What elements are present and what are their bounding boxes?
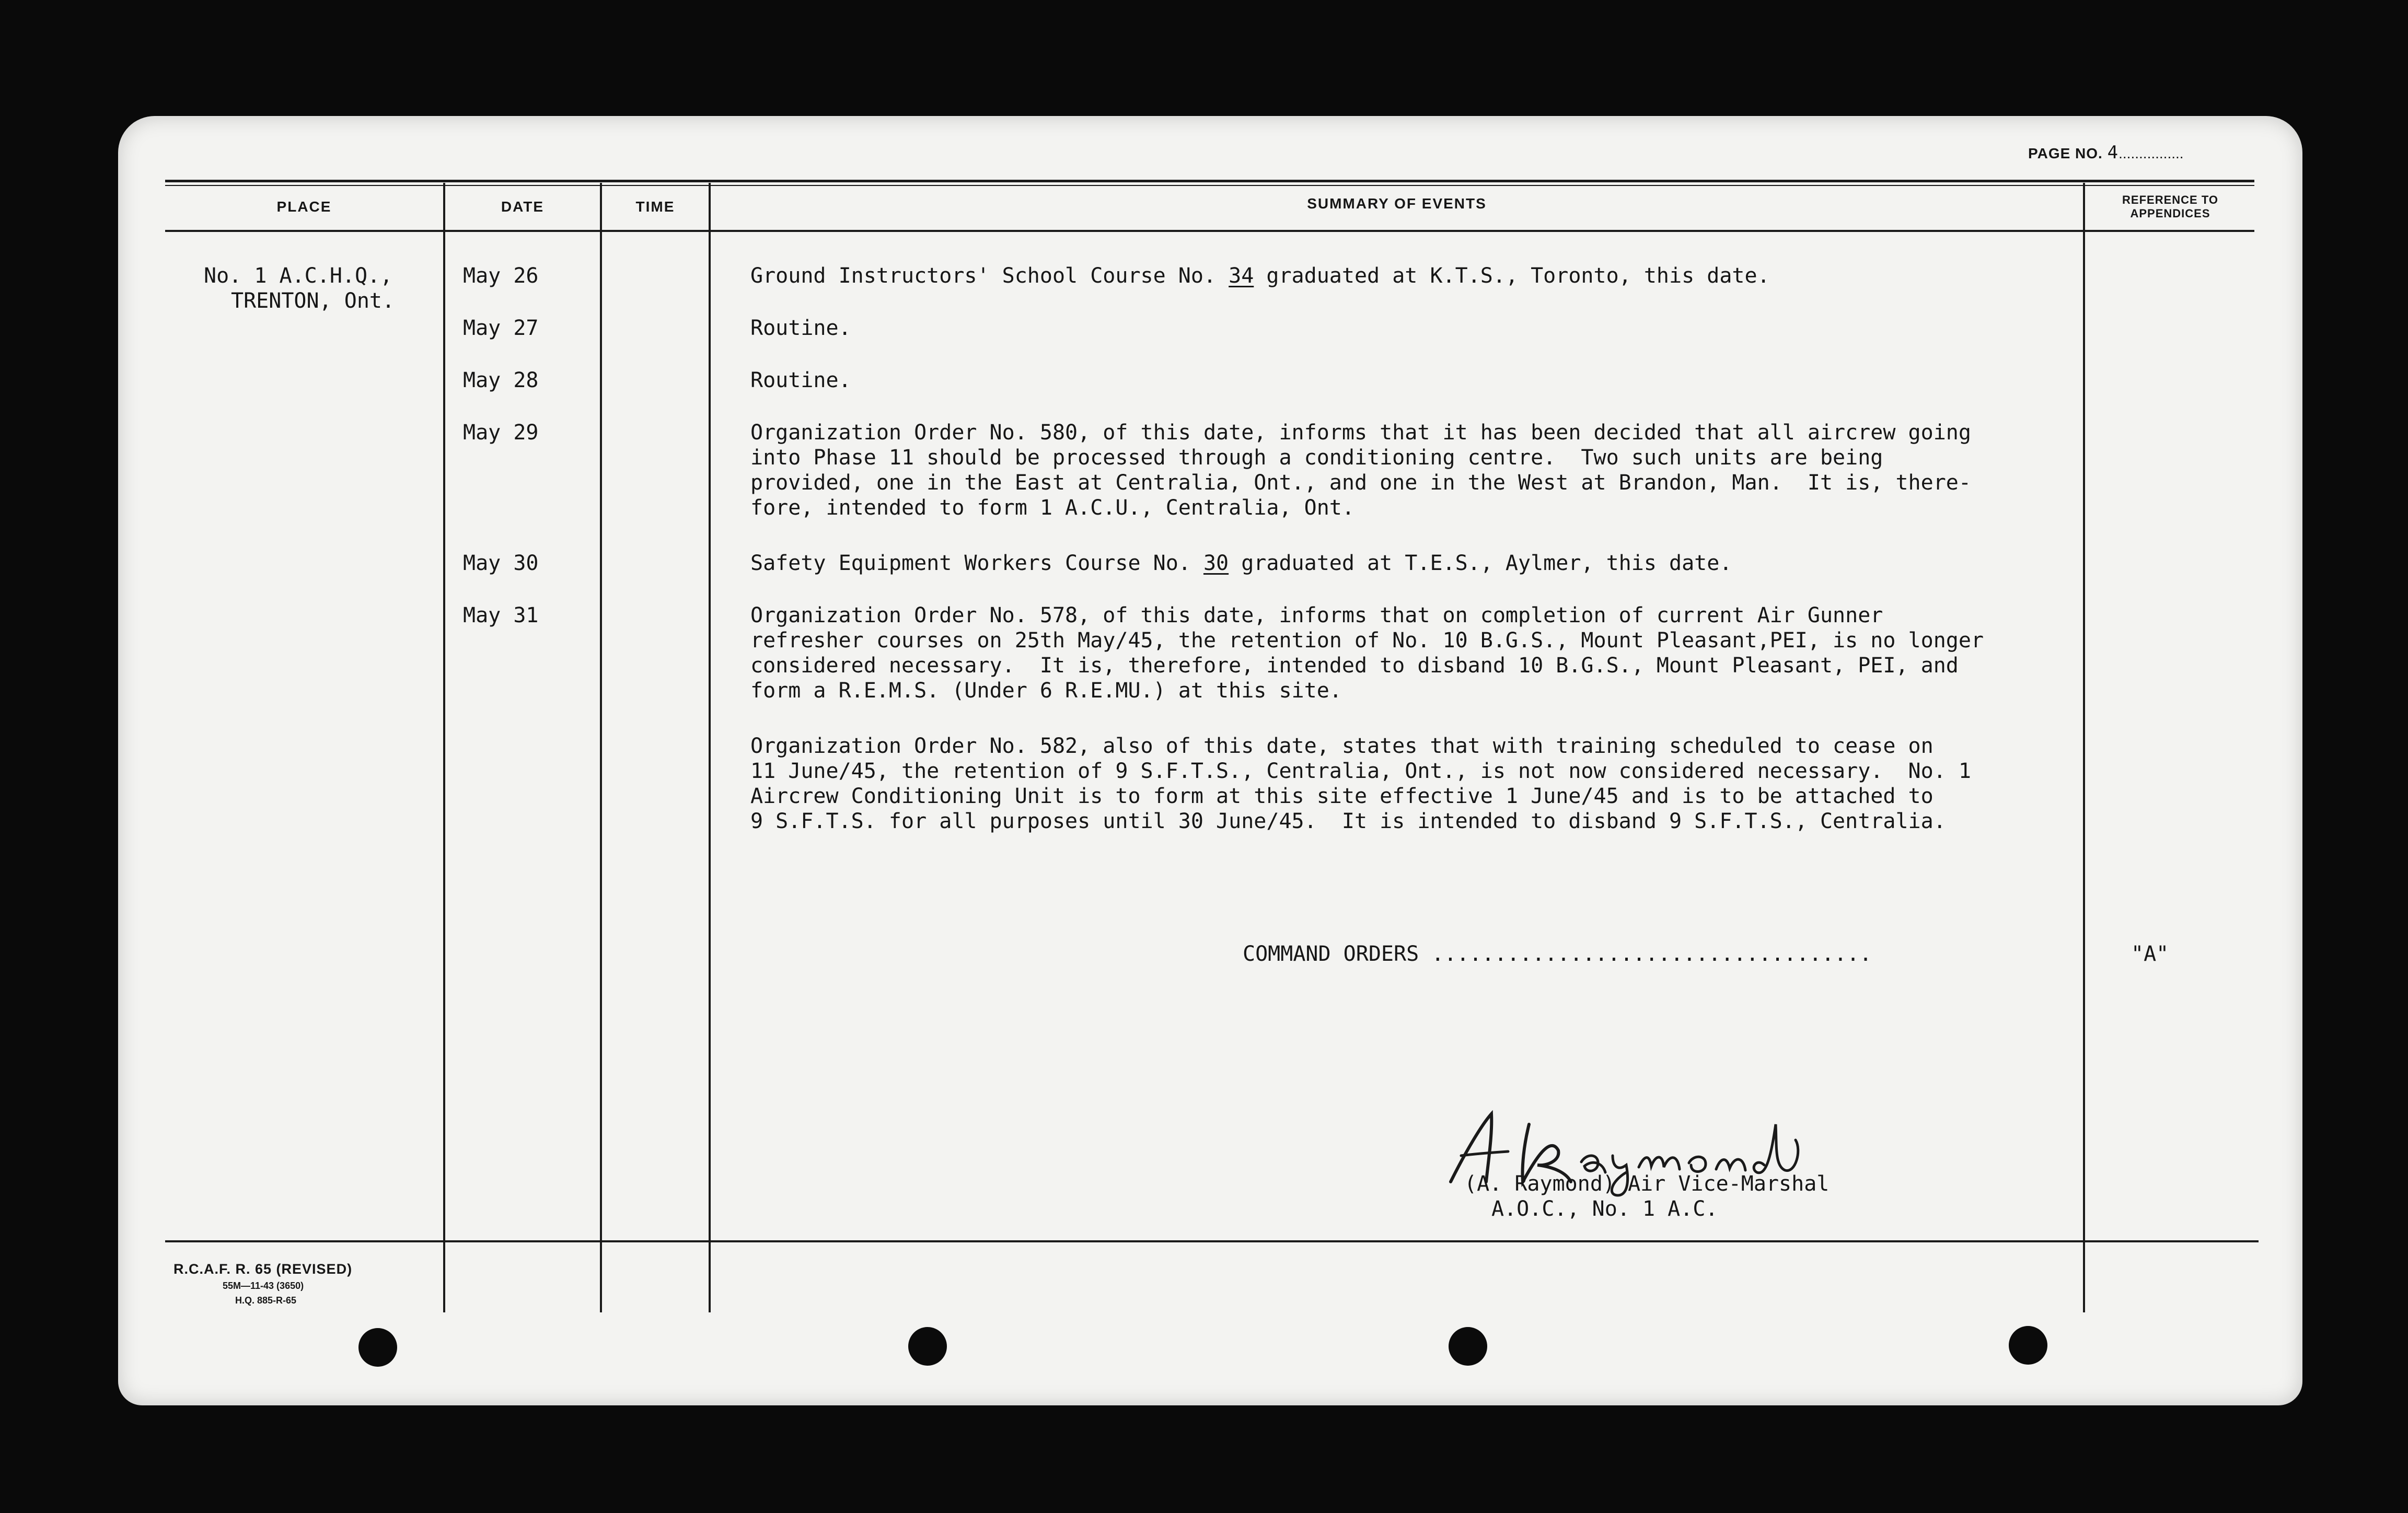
header-reference-line2: APPENDICES: [2130, 207, 2210, 220]
page-number-label: PAGE NO.: [2028, 145, 2103, 161]
entry-summary: Routine.: [750, 316, 851, 340]
entry-summary: Routine.: [750, 368, 851, 392]
header-date: DATE: [501, 199, 545, 215]
place-line2: TRENTON, Ont.: [231, 289, 395, 313]
entry-summary: [750, 420, 1971, 520]
entry-date: May 26: [463, 264, 539, 288]
punch-hole: [2009, 1326, 2047, 1365]
punch-hole: [358, 1328, 397, 1367]
page-number-value: 4: [2107, 142, 2119, 163]
header-time: TIME: [635, 199, 675, 215]
entry-line: form a R.E.M.S. (Under 6 R.E.MU.) at this site.: [750, 679, 1342, 703]
entry-date: May 29: [463, 421, 539, 445]
punch-hole: [1449, 1327, 1487, 1366]
signature-title: A.O.C., No. 1 A.C.: [1491, 1197, 1718, 1221]
entry-date: May 31: [463, 603, 539, 627]
entry-line: refresher courses on 25th May/45, the retention of No. 10 B.G.S., Mount Pleasant,PEI, is no longer: [750, 629, 1984, 653]
entry-line: 11 June/45, the retention of 9 S.F.T.S., Centralia, Ont., is not now considered necessary. No. 1: [750, 759, 1971, 783]
entry-summary: [750, 263, 1770, 288]
column-divider-date: [600, 183, 602, 1312]
entry-line: provided, one in the East at Centralia, Ont., and one in the West at Brandon, Man. It is, there-: [750, 471, 1971, 495]
column-divider-place: [443, 183, 445, 1312]
header-top-rule: [165, 180, 2254, 182]
course-number: 34: [1229, 264, 1254, 288]
column-divider-time: [709, 183, 711, 1312]
header-bottom-rule: [165, 230, 2254, 232]
course-number: 30: [1203, 551, 1229, 575]
entry-line: considered necessary. It is, therefore, intended to disband 10 B.G.S., Mount Pleasant, PEI, and: [750, 654, 1959, 678]
diary-sheet: [118, 116, 2302, 1405]
signature-name: (A. Raymond) Air Vice-Marshal: [1464, 1172, 1830, 1196]
form-print-code: 55M—11-43 (3650): [223, 1281, 304, 1291]
table-bottom-rule: [165, 1240, 2259, 1242]
header-reference: [2085, 193, 2255, 220]
entry-text: graduated at T.E.S., Aylmer, this date.: [1229, 551, 1732, 575]
entry-text: graduated at K.T.S., Toronto, this date.: [1254, 264, 1770, 288]
entry-summary: [750, 603, 1984, 703]
entry-line: Organization Order No. 578, of this date, informs that on completion of current Air Gunner: [750, 603, 1883, 627]
entry-line: into Phase 11 should be processed through a conditioning centre. Two such units are being: [750, 446, 1883, 470]
entry-text: Safety Equipment Workers Course No.: [750, 551, 1203, 575]
header-place: PLACE: [276, 199, 332, 215]
appendix-reference: "A": [2131, 942, 2169, 966]
entry-line: fore, intended to form 1 A.C.U., Centralia, Ont.: [750, 496, 1354, 520]
command-orders: COMMAND ORDERS ...................................: [1243, 942, 1872, 966]
page-number-dots: ................: [2118, 145, 2184, 161]
entry-summary: [750, 551, 1732, 576]
entry-date: May 28: [463, 368, 539, 392]
punch-hole: [908, 1327, 947, 1366]
form-hq-code: H.Q. 885-R-65: [235, 1295, 297, 1306]
entry-date: May 30: [463, 551, 539, 575]
header-reference-line1: REFERENCE TO: [2122, 193, 2218, 206]
header-summary: SUMMARY OF EVENTS: [1307, 195, 1487, 212]
form-number: R.C.A.F. R. 65 (REVISED): [173, 1261, 353, 1277]
header-top-rule-thin: [165, 185, 2254, 186]
entry-text: Ground Instructors' School Course No.: [750, 264, 1229, 288]
entry-line: Organization Order No. 582, also of this date, states that with training scheduled to cease on: [750, 734, 1934, 758]
page-number: [2028, 142, 2184, 163]
place-line1: No. 1 A.C.H.Q.,: [204, 264, 393, 288]
entry-line: 9 S.F.T.S. for all purposes until 30 June/45. It is intended to disband 9 S.F.T.S., Centralia.: [750, 809, 1946, 833]
entry-date: May 27: [463, 316, 539, 340]
column-divider-summary: [2083, 183, 2085, 1312]
entry-summary: [750, 734, 1971, 834]
entry-line: Organization Order No. 580, of this date, informs that it has been decided that all aircrew going: [750, 421, 1971, 445]
entry-line: Aircrew Conditioning Unit is to form at this site effective 1 June/45 and is to be attached to: [750, 784, 1934, 808]
